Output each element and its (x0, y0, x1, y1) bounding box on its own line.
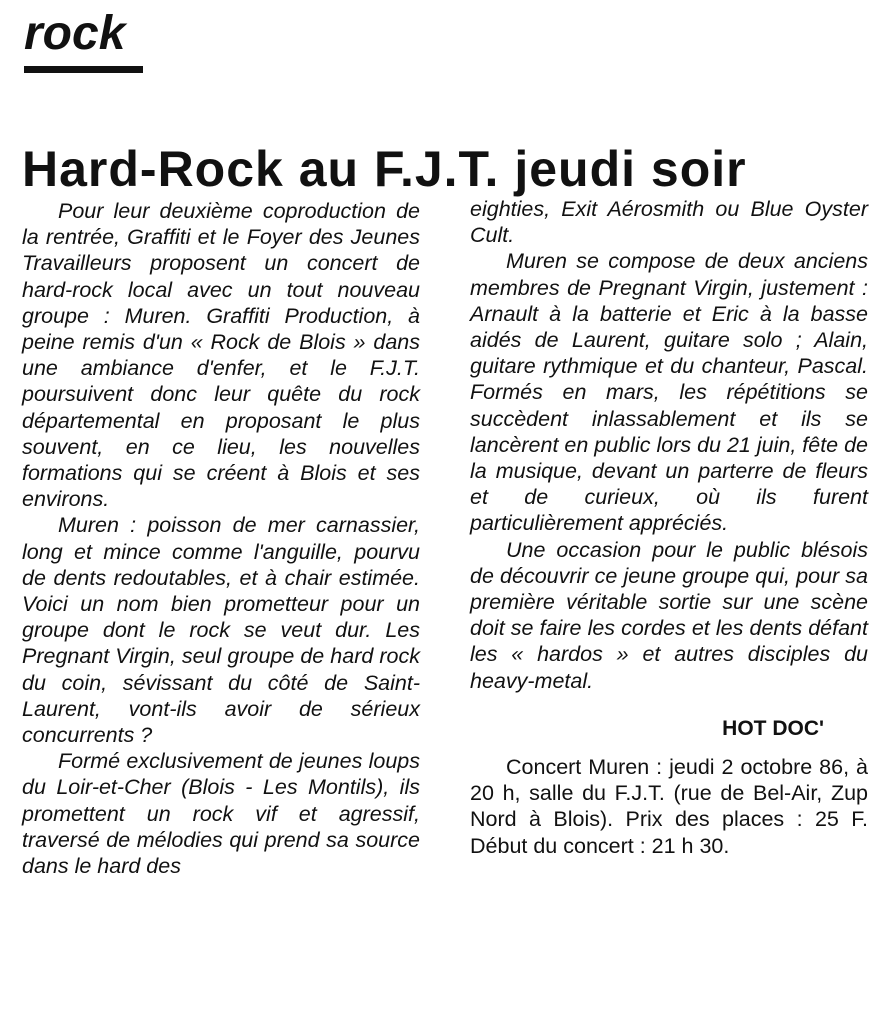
author-signature: HOT DOC' (722, 716, 824, 740)
article-paragraph: Une occasion pour le public blésois de découvrir ce jeune groupe qui, pour sa première véritable sortie sur une scène doit se faire les cordes et les dents défant les « hardos » et autres disciples du heavy-metal. (470, 537, 868, 693)
article-paragraph: Muren : poisson de mer carnassier, long et mince comme l'anguille, pourvu de dents redoutables, et à chair estimée. Voici un nom bien prometteur pour un groupe dont le rock se veut dur. Les Pregnant Virgin, seul groupe de hard rock du coin, sévissant du côté de Saint-Laurent, vont-ils avoir de sérieux concurrents ? (22, 513, 420, 748)
concert-practical-info: Concert Muren : jeudi 2 octobre 86, à 20 h, salle du F.J.T. (rue de Bel-Air, Zup Nord à Blois). Prix des places : 25 F. Début du concert : 21 h 30. (470, 755, 868, 858)
article-column-left (22, 198, 420, 879)
article-paragraph: Muren se compose de deux anciens membres de Pregnant Virgin, justement : Arnault à la batterie et Eric à la basse aidés de Laurent, guitare solo ; Alain, guitare rythmique et du chanteur, Pascal. Formés en mars, les répétitions se succèdent inlassablement et ils se lancèrent en public lors du 21 juin, fête de la musique, devant un parterre de fleurs et de curieux, où ils furent particulièrement appréciés. (470, 249, 869, 536)
article-paragraph: Formé exclusivement de jeunes loups du Loir-et-Cher (Blois - Les Montils), ils promettent un rock vif et agressif, traversé de mélodies qui prend sa source dans le hard des (22, 749, 420, 879)
section-underline (24, 66, 143, 73)
article-paragraph: Pour leur deuxième coproduction de la rentrée, Graffiti et le Foyer des Jeunes Travailleurs proposent un concert de hard-rock local avec un tout nouveau groupe : Muren. Graffiti Production, à peine remis d'un « Rock de Blois » dans une ambiance d'enfer, et le F.J.T. poursuivent donc leur quête du rock départemental en proposant le plus souvent, en ce lieu, les nouvelles formations qui se créent à Blois et ses environs. (22, 199, 420, 512)
section-label: rock (24, 7, 126, 60)
article-paragraph-continued: eighties, Exit Aérosmith ou Blue Oyster Cult. (470, 197, 868, 248)
article-column-right (470, 196, 868, 859)
headline: Hard-Rock au F.J.T. jeudi soir (22, 140, 747, 197)
